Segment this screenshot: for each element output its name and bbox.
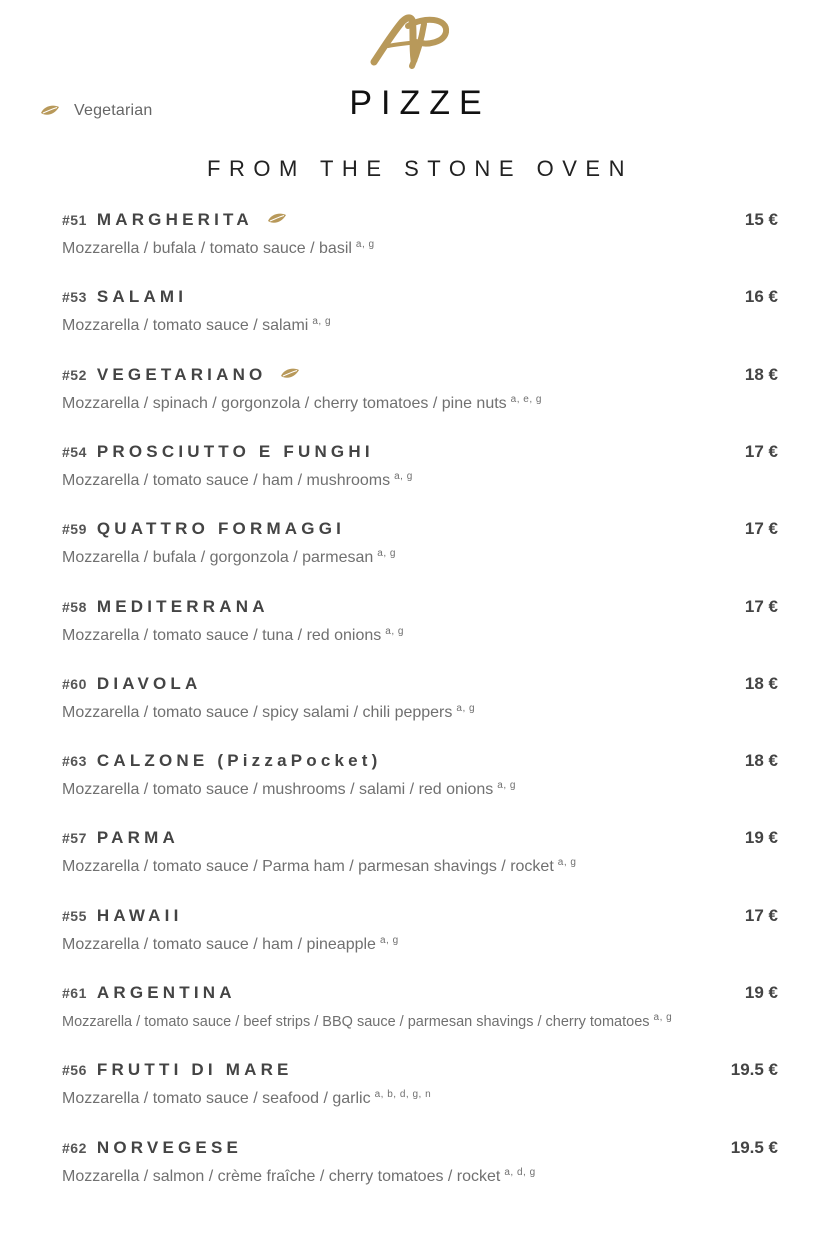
- menu-item-number: #55: [62, 907, 87, 924]
- menu-item-price: 19 €: [744, 828, 778, 848]
- menu-item-header: [62, 1060, 293, 1080]
- menu-item: [62, 828, 780, 888]
- menu-item-allergens: a, g: [312, 316, 332, 328]
- leaf-icon: [280, 367, 300, 381]
- menu-item-price: 18 €: [744, 364, 778, 384]
- menu-item-description: [62, 626, 404, 645]
- menu-item-header: [62, 906, 183, 926]
- menu-item: [62, 287, 780, 347]
- menu-item-description: [62, 548, 396, 567]
- menu-item-price: 16 €: [744, 287, 778, 307]
- menu-item-number: #52: [62, 366, 87, 383]
- menu-item-ingredients: Mozzarella / tomato sauce / Parma ham / parmesan shavings / rocket: [62, 858, 554, 876]
- menu-item-header: [62, 210, 287, 230]
- menu-item-description: [62, 471, 413, 490]
- menu-item-name: DIAVOLA: [96, 673, 202, 693]
- menu-item-price: 15 €: [744, 210, 778, 229]
- menu-item-ingredients: Mozzarella / spinach / gorgonzola / cherry tomatoes / pine nuts: [62, 394, 507, 412]
- menu-item: [62, 365, 780, 425]
- vegetarian-marker: [267, 212, 287, 231]
- menu-item-name: NORVEGESE: [96, 1137, 243, 1157]
- menu-item-price: 19.5 €: [730, 1060, 778, 1080]
- menu-item-header: [62, 597, 269, 617]
- restaurant-logo: [368, 12, 450, 70]
- menu-item-price: 17 €: [744, 441, 778, 461]
- menu-item-name: QUATTRO FORMAGGI: [96, 519, 346, 539]
- menu-item-header: [62, 751, 382, 771]
- menu-item-allergens: a, g: [377, 548, 396, 560]
- menu-item-name: PROSCIUTTO E FUNGHI: [96, 441, 374, 461]
- menu-item-name: MARGHERITA: [96, 210, 253, 229]
- page-title: PIZZE: [349, 84, 491, 122]
- menu-item-number: #58: [62, 598, 87, 615]
- menu-item: [62, 1138, 780, 1198]
- menu-item-price: 18 €: [744, 673, 778, 693]
- section-subtitle: FROM THE STONE OVEN: [207, 156, 633, 181]
- menu-item-description: [62, 1089, 431, 1108]
- menu-item-ingredients: Mozzarella / tomato sauce / ham / mushrooms: [62, 471, 391, 489]
- menu-item-name: MEDITERRANA: [96, 596, 269, 616]
- menu-item-price: 19.5 €: [730, 1137, 778, 1157]
- menu-item-header: [62, 519, 345, 539]
- menu-item-description: [62, 239, 375, 258]
- menu-item-allergens: a, g: [653, 1012, 673, 1023]
- menu-item-ingredients: Mozzarella / tomato sauce / tuna / red onions: [62, 626, 382, 644]
- menu-item: [62, 906, 780, 966]
- menu-item-description: [62, 857, 576, 876]
- menu-item-ingredients: Mozzarella / tomato sauce / spicy salami / chili peppers: [62, 703, 453, 721]
- menu-item-header: [62, 674, 202, 694]
- menu-item-number: #61: [62, 985, 87, 1001]
- menu-item-number: #54: [62, 443, 87, 460]
- menu-item-allergens: a, g: [456, 702, 476, 714]
- menu-item-allergens: a, e, g: [510, 393, 542, 405]
- menu-item-price: 17 €: [744, 596, 778, 616]
- menu-item-header: [62, 828, 179, 848]
- vegetarian-marker: [280, 367, 300, 386]
- menu-item-header: [62, 983, 236, 1003]
- menu-item-description: [62, 316, 331, 335]
- menu-item-allergens: a, g: [385, 625, 404, 637]
- menu-item-number: #53: [62, 289, 87, 306]
- menu-item-name: FRUTTI DI MARE: [96, 1060, 293, 1080]
- menu-item-price: 17 €: [744, 905, 778, 925]
- menu-item: [62, 1060, 780, 1120]
- menu-item-number: #57: [62, 830, 87, 847]
- menu-item-name: ARGENTINA: [96, 983, 236, 1002]
- menu-item: [62, 751, 780, 811]
- menu-item-name: PARMA: [96, 828, 179, 848]
- menu-item-description: [62, 780, 516, 799]
- menu-item-ingredients: Mozzarella / tomato sauce / ham / pineapple: [62, 935, 376, 953]
- menu-item-allergens: a, d, g: [504, 1166, 536, 1178]
- menu-item-name: SALAMI: [96, 287, 188, 307]
- menu-item-allergens: a, g: [497, 780, 516, 792]
- menu-item-header: [62, 442, 374, 462]
- menu-item: [62, 210, 780, 270]
- menu-item: [62, 597, 780, 657]
- menu-item-allergens: a, g: [355, 239, 375, 250]
- menu-item-description: [62, 1167, 536, 1186]
- menu-item-header: [62, 287, 187, 307]
- menu-item: [62, 519, 780, 579]
- menu-item-number: #62: [62, 1139, 87, 1156]
- menu-item-ingredients: Mozzarella / bufala / gorgonzola / parmesan: [62, 549, 374, 567]
- menu-item-allergens: a, g: [379, 934, 399, 946]
- menu-item-allergens: a, b, d, g, n: [374, 1089, 432, 1101]
- menu-item-number: #51: [62, 212, 87, 228]
- menu-item-description: [62, 394, 542, 413]
- menu-item: [62, 442, 780, 502]
- menu-item-ingredients: Mozzarella / bufala / tomato sauce / basil: [62, 240, 352, 257]
- menu-item-header: [62, 1138, 242, 1158]
- menu-item-ingredients: Mozzarella / tomato sauce / beef strips / BBQ sauce / parmesan shavings / cherry tomatoes: [62, 1014, 650, 1030]
- menu-item-allergens: a, g: [394, 470, 413, 482]
- menu-item-allergens: a, g: [557, 857, 577, 869]
- vegetarian-legend-label: Vegetarian: [74, 102, 153, 119]
- menu-item: [62, 674, 780, 734]
- menu-item-ingredients: Mozzarella / tomato sauce / mushrooms / salami / red onions: [62, 781, 494, 799]
- menu-item-number: #56: [62, 1062, 87, 1079]
- menu-item-name: HAWAII: [96, 905, 183, 925]
- menu-item-ingredients: Mozzarella / tomato sauce / seafood / garlic: [62, 1090, 371, 1108]
- menu-item-number: #60: [62, 675, 87, 692]
- menu-item: [62, 983, 780, 1043]
- menu-item-price: 18 €: [744, 751, 778, 771]
- menu-item-ingredients: Mozzarella / salmon / crème fraîche / cherry tomatoes / rocket: [62, 1167, 501, 1185]
- menu-item-price: 19 €: [744, 983, 778, 1002]
- leaf-icon: [267, 212, 287, 226]
- menu-item-ingredients: Mozzarella / tomato sauce / salami: [62, 317, 309, 335]
- menu-item-description: [62, 935, 399, 954]
- menu-item-number: #63: [62, 753, 87, 770]
- menu-item-price: 17 €: [744, 519, 778, 539]
- menu-item-header: [62, 365, 300, 385]
- menu-item-description: [62, 703, 475, 722]
- menu-item-name: CALZONE (PizzaPocket): [96, 751, 382, 771]
- menu-item-number: #59: [62, 521, 87, 538]
- menu-item-description: [62, 1012, 672, 1030]
- menu-item-name: VEGETARIANO: [96, 364, 267, 384]
